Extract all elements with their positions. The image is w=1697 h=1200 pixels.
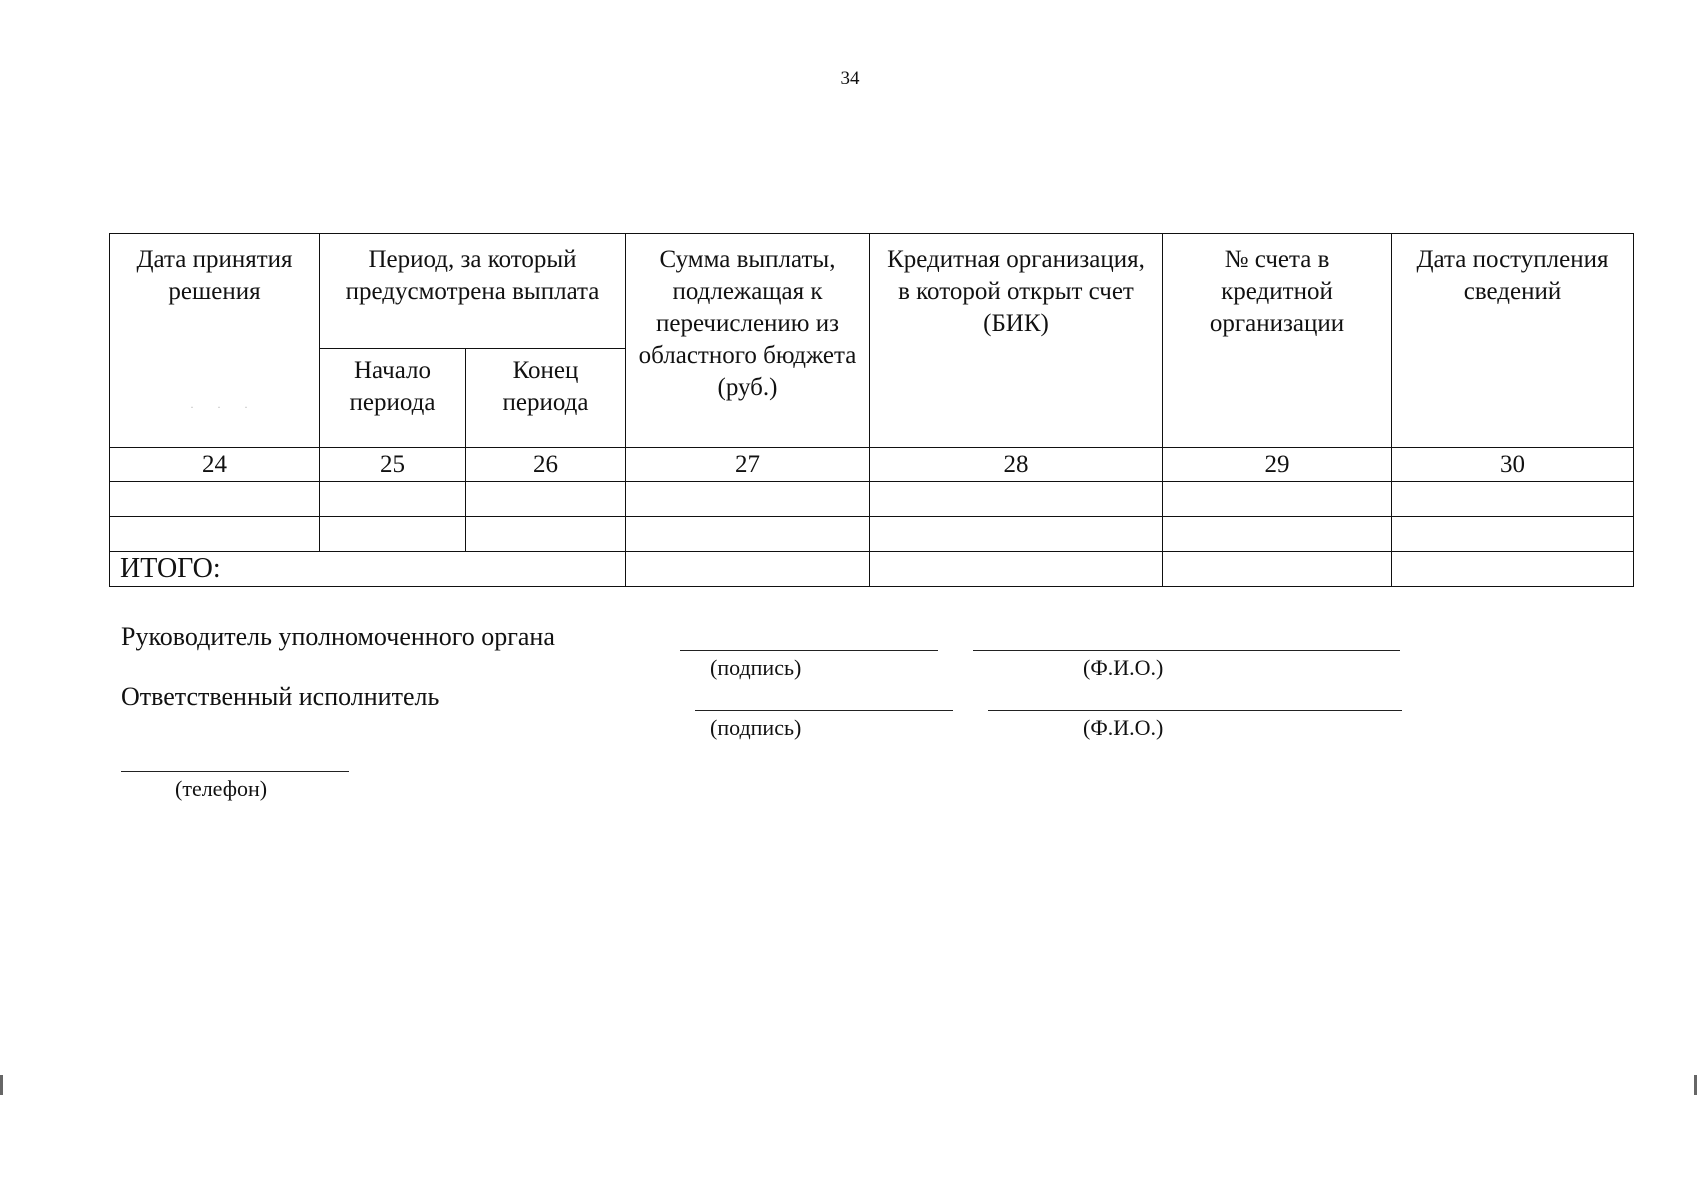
empty-cell bbox=[110, 482, 320, 517]
total-credit-org-cell bbox=[870, 552, 1163, 587]
header-period-group bbox=[320, 234, 626, 349]
header-credit-org: Кредитная организация, в которой открыт счет (БИК) bbox=[870, 234, 1163, 448]
empty-cell bbox=[870, 517, 1163, 552]
scan-edge-mark-left bbox=[0, 1075, 3, 1095]
empty-cell bbox=[466, 482, 626, 517]
header-period-group-text: Период, за который предусмотрена выплата bbox=[345, 246, 600, 305]
column-number: 28 bbox=[870, 448, 1163, 482]
total-receipt-date-cell bbox=[1392, 552, 1634, 587]
empty-cell bbox=[1163, 482, 1392, 517]
header-receipt-date: Дата поступления сведений bbox=[1392, 234, 1634, 448]
table-row bbox=[110, 482, 1634, 517]
column-number: 29 bbox=[1163, 448, 1392, 482]
column-number-row bbox=[110, 448, 1634, 482]
header-period-start: Начало периода bbox=[320, 349, 466, 448]
scan-artifact: · · · bbox=[190, 400, 258, 414]
empty-cell bbox=[626, 517, 870, 552]
total-row bbox=[110, 552, 1634, 587]
head-signature-caption: (подпись) bbox=[710, 655, 802, 680]
executor-signature-line bbox=[695, 710, 953, 711]
executor-signature-caption: (подпись) bbox=[710, 715, 802, 740]
header-account-no: № счета в кредитной организации bbox=[1163, 234, 1392, 448]
head-name-caption: (Ф.И.О.) bbox=[1083, 655, 1164, 680]
empty-cell bbox=[1163, 517, 1392, 552]
total-label: ИТОГО: bbox=[110, 552, 626, 587]
payment-register-table bbox=[109, 233, 1634, 587]
header-period-end: Конец периода bbox=[466, 349, 626, 448]
column-number: 25 bbox=[320, 448, 466, 482]
header-decision-date: Дата принятия решения bbox=[110, 234, 320, 448]
column-number: 27 bbox=[626, 448, 870, 482]
table-row bbox=[110, 517, 1634, 552]
empty-cell bbox=[110, 517, 320, 552]
total-sum-cell bbox=[626, 552, 870, 587]
empty-cell bbox=[320, 482, 466, 517]
head-of-authority-label: Руководитель уполномоченного органа bbox=[121, 622, 555, 651]
empty-cell bbox=[626, 482, 870, 517]
phone-line bbox=[121, 771, 349, 772]
empty-cell bbox=[466, 517, 626, 552]
empty-cell bbox=[320, 517, 466, 552]
column-number: 26 bbox=[466, 448, 626, 482]
executor-name-line bbox=[988, 710, 1402, 711]
column-number: 24 bbox=[110, 448, 320, 482]
column-number: 30 bbox=[1392, 448, 1634, 482]
empty-cell bbox=[1392, 482, 1634, 517]
empty-cell bbox=[1392, 517, 1634, 552]
empty-cell bbox=[870, 482, 1163, 517]
phone-caption: (телефон) bbox=[175, 776, 268, 801]
header-payment-sum: Сумма выплаты, подлежащая к перечислению из областного бюджета (руб.) bbox=[626, 234, 870, 448]
head-name-line bbox=[973, 650, 1400, 651]
total-account-cell bbox=[1163, 552, 1392, 587]
responsible-executor-label: Ответственный исполнитель bbox=[121, 682, 440, 711]
executor-name-caption: (Ф.И.О.) bbox=[1083, 715, 1164, 740]
page-number: 34 bbox=[840, 68, 860, 89]
head-signature-line bbox=[680, 650, 938, 651]
